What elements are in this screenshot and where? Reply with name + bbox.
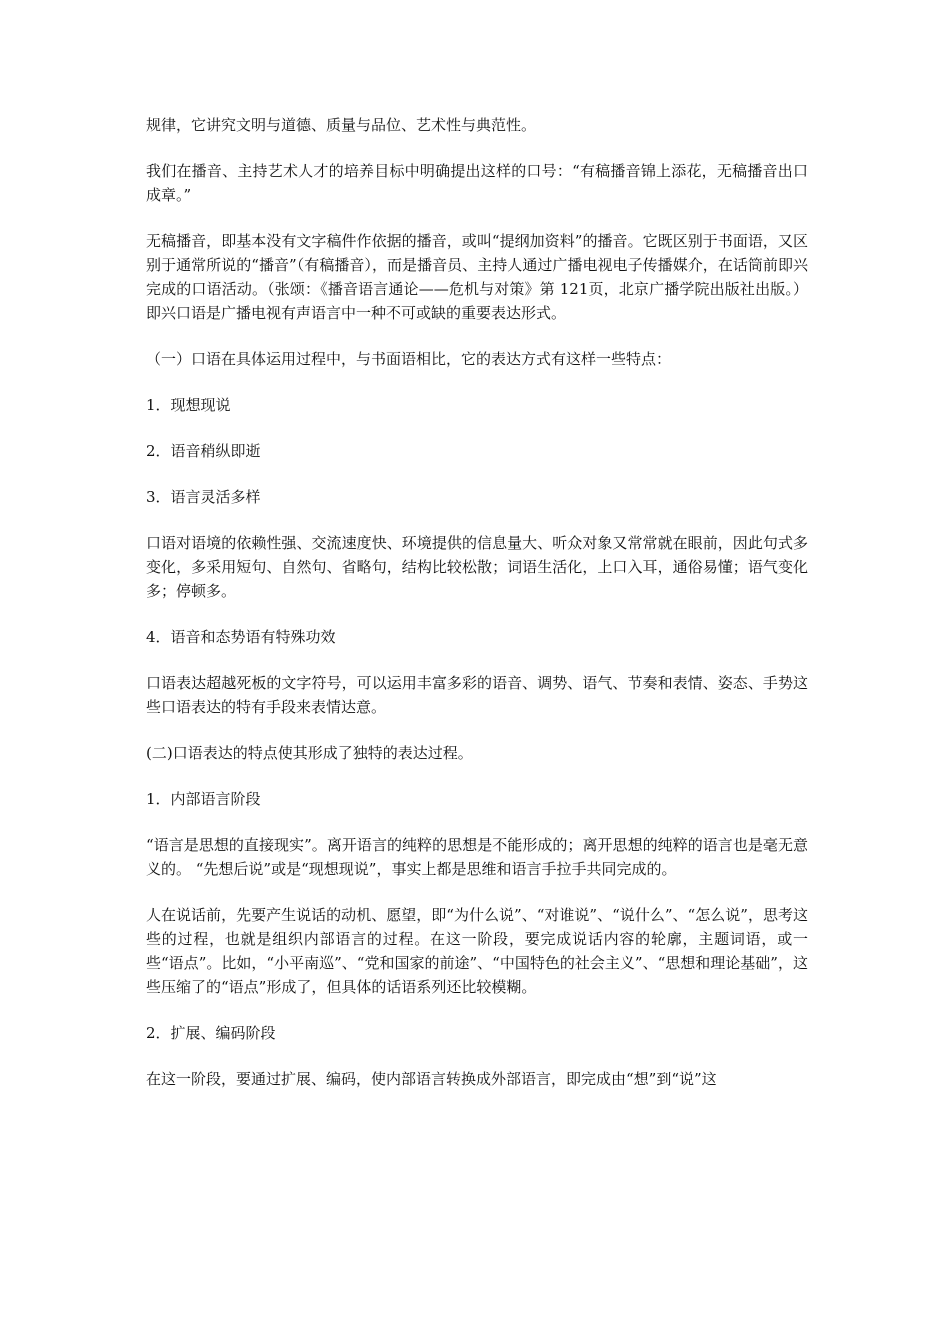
section-heading: 3．语言灵活多样 (146, 488, 261, 506)
section-heading: 1．内部语言阶段 (146, 790, 261, 808)
section-heading: （一）口语在具体运用过程中，与书面语相比，它的表达方式有这样一些特点： (146, 350, 672, 368)
document-body (146, 113, 808, 1113)
section-heading: 2．扩展、编码阶段 (146, 1024, 276, 1042)
section-heading: (二)口语表达的特点使其形成了独特的表达过程。 (146, 744, 473, 762)
body-paragraph: 规律，它讲究文明与道德、质量与品位、艺术性与典范性。 (146, 116, 537, 134)
section-heading: 1．现想现说 (146, 396, 231, 414)
section-heading: 4．语音和态势语有特殊功效 (146, 628, 336, 646)
body-paragraph: “语言是思想的直接现实”。离开语言的纯粹的思想是不能形成的；离开思想的纯粹的语言也是毫无意义的。 “先想后说”或是“现想现说”，事实上都是思维和语言手拉手共同完成的。 (146, 836, 808, 878)
body-paragraph: 人在说话前，先要产生说话的动机、愿望，即“为什么说”、“对谁说”、“说什么”、“怎么说”，思考这些的过程，也就是组织内部语言的过程。在这一阶段，要完成说话内容的轮廓，主题词语，或一些“语点”。比如，“小平南巡”、“党和国家的前途”、“中国特色的社会主义”、“思想和理论基础”，这些压缩了的“语点”形成了，但具体的话语系列还比较模糊。 (146, 906, 808, 996)
body-paragraph: 口语对语境的依赖性强、交流速度快、环境提供的信息量大、听众对象又常常就在眼前，因此句式多变化，多采用短句、自然句、省略句，结构比较松散；词语生活化，上口入耳，通俗易懂；语气变化多；停顿多。 (146, 534, 808, 600)
section-heading: 2．语音稍纵即逝 (146, 442, 261, 460)
body-paragraph: 口语表达超越死板的文字符号，可以运用丰富多彩的语音、调势、语气、节奏和表情、姿态、手势这些口语表达的特有手段来表情达意。 (146, 674, 808, 716)
body-paragraph: 无稿播音，即基本没有文字稿件作依据的播音，或叫“提纲加资料”的播音。它既区别于书面语，又区别于通常所说的“播音”（有稿播音），而是播音员、主持人通过广播电视电子传播媒介，在话筒前即兴完成的口语活动。（张颂：《播音语言通论——危机与对策》第 121页，北京广播学院出版社出版。）即兴口语是广播电视有声语言中一种不可或缺的重要表达形式。 (146, 232, 808, 322)
body-paragraph: 我们在播音、主持艺术人才的培养目标中明确提出这样的口号：“有稿播音锦上添花，无稿播音出口成章。” (146, 162, 808, 204)
body-paragraph: 在这一阶段，要通过扩展、编码，使内部语言转换成外部语言，即完成由“想”到“说”这 (146, 1070, 717, 1088)
